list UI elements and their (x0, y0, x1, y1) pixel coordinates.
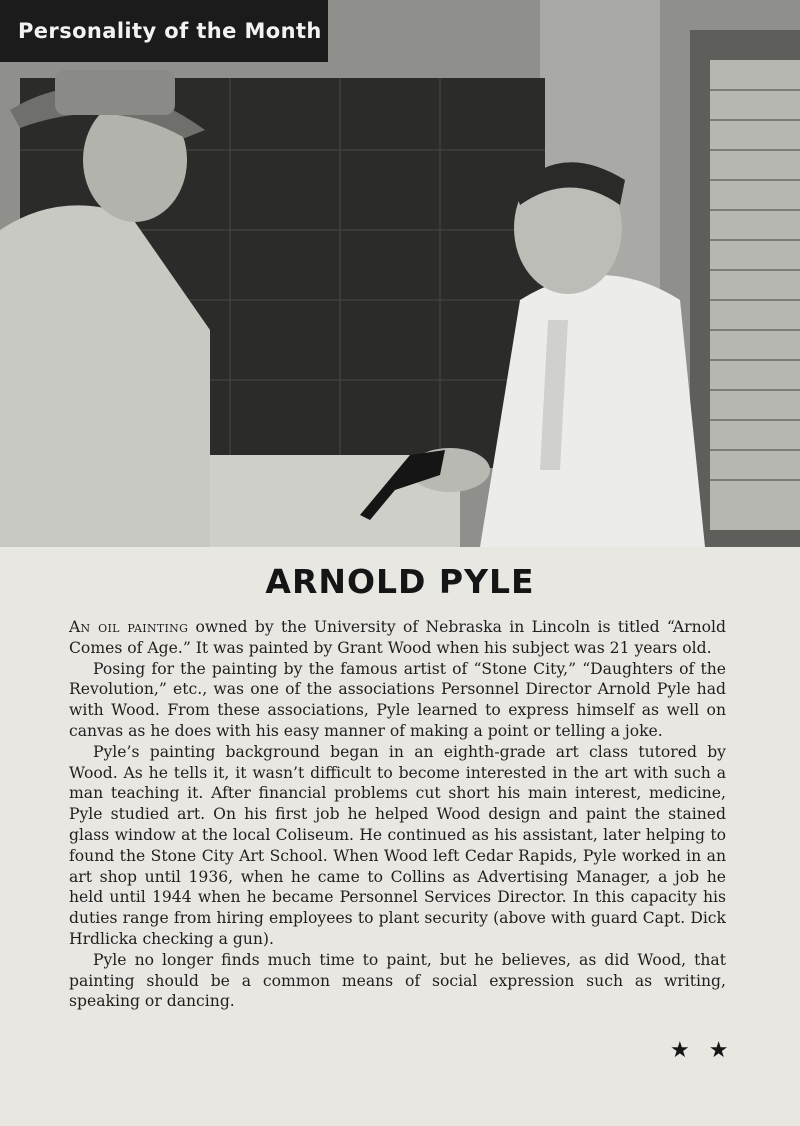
photo-pyle-and-guard (0, 0, 800, 547)
paragraph-1 (69, 617, 726, 659)
article-body (69, 617, 726, 1012)
lead-in: An oil painting (69, 618, 189, 636)
paragraph-2: Posing for the painting by the famous artist of “Stone City,” “Daughters of the Revolution,” etc., was one of the associations Personnel Director Arnold Pyle had with Wood. From these associations, Pyle learned to express himself as well on canvas as he does with his easy manner of making a point or telling a joke. (69, 659, 726, 740)
article-title: ARNOLD PYLE (265, 562, 535, 601)
paragraph-4: Pyle no longer finds much time to paint, but he believes, as did Wood, that painting should be a common means of social expression such as writing, speaking or dancing. (69, 950, 726, 1011)
end-mark-stars: ★ ★ (670, 1038, 735, 1063)
section-kicker: Personality of the Month (0, 0, 328, 62)
paragraph-3: Pyle’s painting background began in an eighth-grade art class tutored by Wood. As he tells it, it wasn’t difficult to become interested in the art with such a man teaching it. After financial problems cut short his main interest, medicine, Pyle studied art. On his first job he helped Wood design and paint the stained glass window at the local Coliseum. He continued as his assistant, later helping to found the Stone City Art School. When Wood left Cedar Rapids, Pyle worked in an art shop until 1936, when he came to Collins as Advertising Manager, a job he held until 1944 when he became Personnel Services Director. In this capacity his duties range from hiring employees to plant security (above with guard Capt. Dick Hrdlicka checking a gun). (69, 742, 726, 948)
paragraph-1-text: owned by the University of Nebraska in Lincoln is titled “Arnold Comes of Age.” It was painted by Grant Wood when his subject was 21 years old. (69, 618, 726, 657)
